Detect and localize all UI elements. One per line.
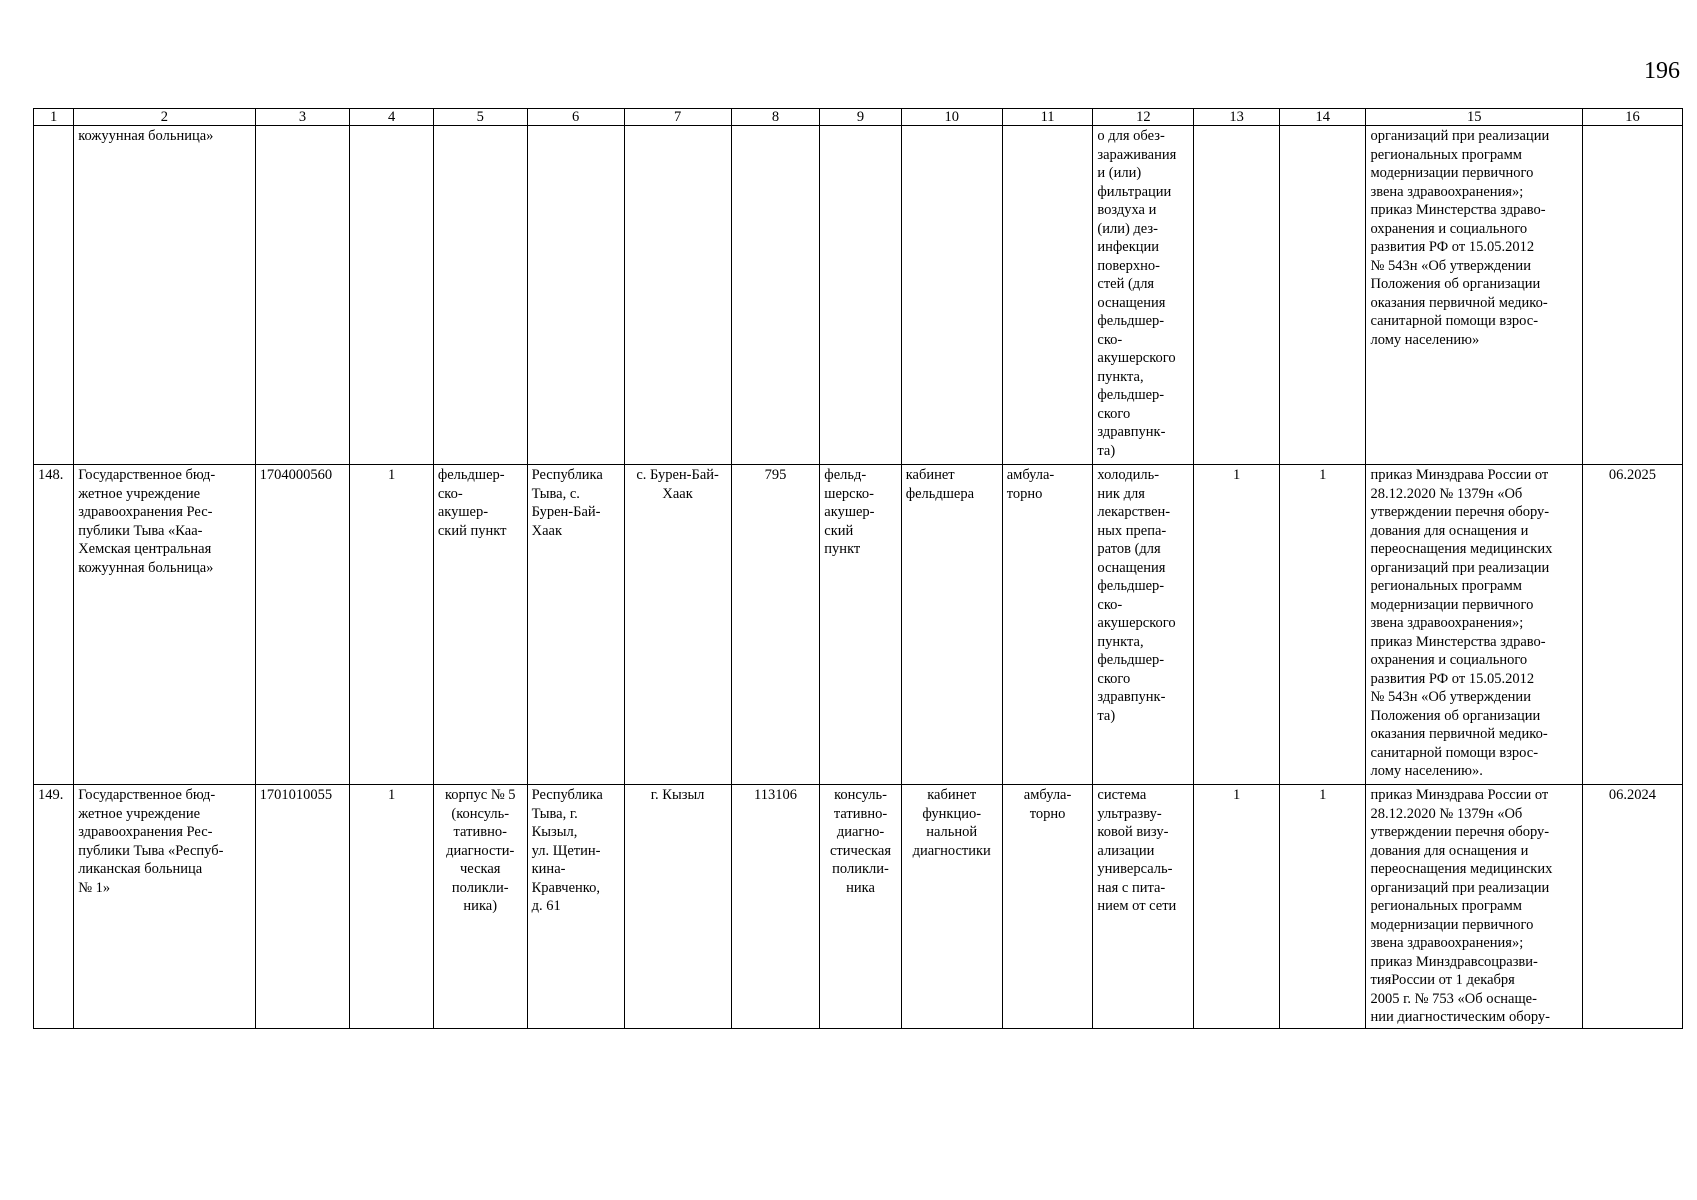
department-cell: фельд- шерско- акушер- ский пункт — [820, 465, 901, 785]
care-type-cell: амбула- торно — [1002, 465, 1093, 785]
address-cell: Республика Тыва, с. Бурен-Бай- Хаак — [527, 465, 624, 785]
legal-basis-cell: организаций при реализации региональных программ модернизации первичного звена здравоохранения»; приказ Минстерства здраво- охранения и социального развития РФ от 15.05.2012 № 543н «Об утверждении Положения об организации оказания первичной медико- санитарной помощи взрос- лому населению» — [1366, 126, 1582, 465]
address-cell: Республика Тыва, г. Кызыл, ул. Щетин- кина- Кравченко, д. 61 — [527, 785, 624, 1029]
settlement-cell: с. Бурен-Бай- Хаак — [624, 465, 731, 785]
quantity-cell — [350, 126, 433, 465]
cabinet-cell — [901, 126, 1002, 465]
column-13-cell — [1194, 126, 1280, 465]
equipment-cell: система ультразву- ковой визу- ализации универсаль- ная с пита- нием от сети — [1093, 785, 1194, 1029]
legal-basis-cell: приказ Минздрава России от 28.12.2020 № 1379н «Об утверждении перечня обору- дования для оснащения и переоснащения медицинских организаций при реализации региональных программ модернизации первичного звена здравоохранения»; приказ Минстерства здраво- охранения и социального развития РФ от 15.05.2012 № 543н «Об утверждении Положения об организации оказания первичной медико- санитарной помощи взрос- лому населению». — [1366, 465, 1582, 785]
column-header: 2 — [74, 109, 255, 126]
column-header: 14 — [1279, 109, 1366, 126]
column-header: 10 — [901, 109, 1002, 126]
column-header: 6 — [527, 109, 624, 126]
cabinet-cell: кабинет функцио- нальной диагностики — [901, 785, 1002, 1029]
code-cell: 1701010055 — [255, 785, 350, 1029]
unit-cell — [433, 126, 527, 465]
row-number-cell — [34, 126, 74, 465]
column-header: 8 — [731, 109, 820, 126]
department-cell: консуль- тативно- диагно- стическая поликли- ника — [820, 785, 901, 1029]
institution-cell: Государственное бюд- жетное учреждение здравоохранения Рес- публики Тыва «Респуб- ликанская больница № 1» — [74, 785, 255, 1029]
column-header: 15 — [1366, 109, 1582, 126]
quantity-cell: 1 — [350, 785, 433, 1029]
population-cell — [731, 126, 820, 465]
column-header: 11 — [1002, 109, 1093, 126]
equipment-register-table — [33, 108, 1683, 1029]
column-header: 16 — [1582, 109, 1682, 126]
date-cell — [1582, 126, 1682, 465]
department-cell — [820, 126, 901, 465]
table-row — [34, 465, 1683, 785]
settlement-cell: г. Кызыл — [624, 785, 731, 1029]
table-row — [34, 126, 1683, 465]
column-header: 9 — [820, 109, 901, 126]
column-number-header-row — [34, 109, 1683, 126]
column-header: 4 — [350, 109, 433, 126]
page-number: 196 — [1644, 58, 1680, 84]
address-cell — [527, 126, 624, 465]
institution-cell: кожуунная больница» — [74, 126, 255, 465]
care-type-cell — [1002, 126, 1093, 465]
column-header: 3 — [255, 109, 350, 126]
row-number-cell: 149. — [34, 785, 74, 1029]
equipment-cell: о для обез- зараживания и (или) фильтрации воздуха и (или) дез- инфекции поверхно- стей (для оснащения фельдшер- ско- акушерского пункта, фельдшер- ского здравпунк- та) — [1093, 126, 1194, 465]
institution-cell: Государственное бюд- жетное учреждение здравоохранения Рес- публики Тыва «Каа- Хемская центральная кожуунная больница» — [74, 465, 255, 785]
equipment-cell: холодиль- ник для лекарствен- ных препа- ратов (для оснащения фельдшер- ско- акушерского пункта, фельдшер- ского здравпунк- та) — [1093, 465, 1194, 785]
date-cell: 06.2024 — [1582, 785, 1682, 1029]
column-14-cell: 1 — [1279, 465, 1366, 785]
column-header: 12 — [1093, 109, 1194, 126]
code-cell: 1704000560 — [255, 465, 350, 785]
column-header: 5 — [433, 109, 527, 126]
legal-basis-cell: приказ Минздрава России от 28.12.2020 № 1379н «Об утверждении перечня обору- дования для оснащения и переоснащения медицинских организаций при реализации региональных программ модернизации первичного звена здравоохранения»; приказ Минздравсоцразви- тияРоссии от 1 декабря 2005 г. № 753 «Об оснаще- нии диагностическим обору- — [1366, 785, 1582, 1029]
settlement-cell — [624, 126, 731, 465]
care-type-cell: амбула- торно — [1002, 785, 1093, 1029]
column-header: 7 — [624, 109, 731, 126]
row-number-cell: 148. — [34, 465, 74, 785]
unit-cell: фельдшер- ско- акушер- ский пункт — [433, 465, 527, 785]
population-cell: 795 — [731, 465, 820, 785]
cabinet-cell: кабинет фельдшера — [901, 465, 1002, 785]
column-13-cell: 1 — [1194, 465, 1280, 785]
date-cell: 06.2025 — [1582, 465, 1682, 785]
unit-cell: корпус № 5 (консуль- тативно- диагности- ческая поликли- ника) — [433, 785, 527, 1029]
population-cell: 113106 — [731, 785, 820, 1029]
table-row — [34, 785, 1683, 1029]
column-14-cell: 1 — [1279, 785, 1366, 1029]
quantity-cell: 1 — [350, 465, 433, 785]
column-14-cell — [1279, 126, 1366, 465]
column-header: 13 — [1194, 109, 1280, 126]
code-cell — [255, 126, 350, 465]
column-13-cell: 1 — [1194, 785, 1280, 1029]
column-header: 1 — [34, 109, 74, 126]
